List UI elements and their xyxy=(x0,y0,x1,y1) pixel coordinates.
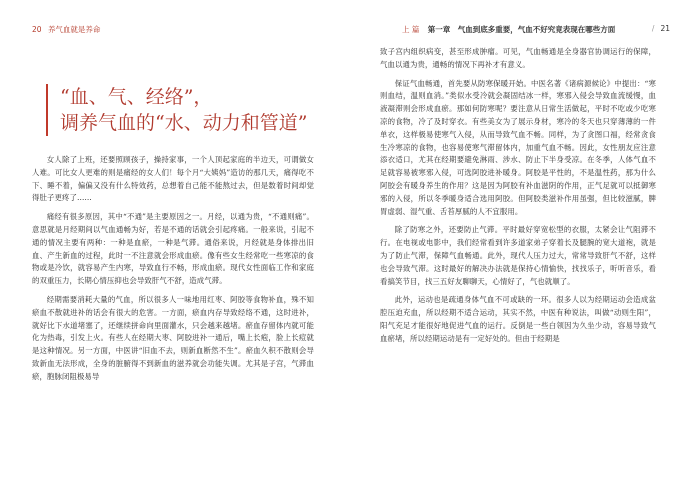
chapter-title-line-1: “血、气、经络”， xyxy=(60,86,213,108)
right-page xyxy=(350,0,700,484)
separator-slash: / xyxy=(651,24,655,33)
book-title: 养气血就是养命 xyxy=(47,25,101,34)
left-page-number: 20 xyxy=(32,25,42,34)
paragraph: 女人除了上班，还要照顾孩子，操持家事，一个人顶起家庭的半边天，可谓做女人难。可比女人更难的则是痛经的女人们！每个月“大姨妈”造访的那几天，痛得吃不下、睡不着，偏偏又没有什么特效药，总想着自己能不能熬过去，但是数着时间却觉得肚子更疼了…… xyxy=(32,155,314,203)
right-running-head xyxy=(402,24,670,35)
right-body-text xyxy=(380,46,656,346)
chapter-label: 第一章 气血到底多重要，气血不好究竟表现在哪些方面 xyxy=(427,25,616,34)
paragraph: 除了防寒之外，还要防止气滞。平时最好穿宽松型的衣服，太紧会让气阻滞不行。在电视或电影中，我们经常看到许多道家弟子穿着长及腿腕的宽大道袍，就是为了防止气滞，保障气血畅通。此外，现代人压力过大，常常导致肝气不舒，这样也会导致气滞。这时最好的解决办法就是保持心情愉快，找找乐子，听听音乐，看看搞笑节目，找三五好友聊聊天，心情好了，气也就顺了。 xyxy=(380,225,656,286)
paragraph: 经期需要消耗大量的气血，所以很多人一味地用红枣、阿胶等食物补血，殊不知瘀血不散就进补的话会有很大的危害。一方面，瘀血内存导致经络不通，这时进补，就好比下水道堵塞了，还继续拼命向里面灌水，只会越来越堵。瘀血存留体内就可能化为热毒，引发上火。有些人在经期大枣、阿胶进补一通后，嘴上长疱，脸上长痘就是这种情况。另一方面，中医讲“旧血不去，则新血断然不生”。瘀血久积不散则会导致新血无法形成，全身的脏腑得不到新血的滋养就会功能失调。尤其是子宫，气滞血瘀，胞脉闭阻极易导 xyxy=(32,294,314,381)
paragraph: 此外，运动也是疏通身体气血不可或缺的一环。很多人以为经期运动会造成盆腔压迫充血，所以经期不适合运动，其实不然，中医有种说法，叫做“动则生阳”，阳气充足才能很好地促进气血的运行。反倒是一些白领因为久坐少动，容易导致气血瘀堵，所以经期运动是有一定好处的。但由于经期是 xyxy=(380,295,656,343)
right-page-number: / 21 xyxy=(651,24,670,33)
left-running-head xyxy=(32,24,100,35)
chapter-title xyxy=(46,84,307,136)
left-body-text xyxy=(32,154,314,384)
paragraph: 保证气血畅通，首先要从防寒保暖开始。中医名著《诸病源候论》中提出：“寒则血结，温则血消。”类似水受冷就会凝固结冰一样，寒邪入侵会导致血流缓慢，血液凝滞则会形成血瘀。那如何防寒呢？要注意从日常生活做起，平时不吃或少吃寒凉的食物，冷了及时穿衣。有些美女为了展示身材，寒冷的冬天也只穿薄薄的一件单衣，这样极易使寒气入侵，从而导致气血不畅。同样，为了贪图口福，经常贪食生冷寒凉的食物，也容易使寒气滞留体内，加重气血不畅。因此，女性朋友应注意添衣适口，尤其在经期要避免淋雨、涉水、防止下半身受凉。在冬季，人体气血不足就容易被寒邪入侵，可选阿胶进补暖身。阿胶是平性的，不是温性药，那为什么阿胶会有暖身养生的作用？这是因为阿胶有补血滋阴的作用，正气足就可以抵御寒邪的入侵，所以冬季暖身适合选用阿胶。但阿胶类滋补作用虽强，但比较滋腻，脾胃虚弱、湿气重、舌苔厚腻的人不宜服用。 xyxy=(380,78,656,216)
paragraph: 痛经有很多原因，其中“不通”是主要原因之一。月经，以通为贵，“不通则痛”。意思就是月经期间以气血通畅为好，若是不通的话就会引起疼痛。一般来说，引起不通的情况主要有两种：一种是血瘀，一种是气滞。通俗来说，月经就是身体排出旧血、产生新血的过程，此时一不注意就会形成血瘀。像有些女生经常吃一些寒凉的食物或是冷饮，就容易产生内寒，导致血行不畅，形成血瘀。现代女性面临工作和家庭的双重压力，长期心情压抑也会导致肝气不舒，造成气滞。 xyxy=(32,212,314,286)
chapter-title-line-2: 调养气血的“水、动力和管道” xyxy=(60,112,308,134)
part-label: 上 篇 xyxy=(402,25,420,34)
paragraph: 致子宫内组织病变，甚至形成肿瘤。可见，气血畅通是全身器官协调运行的保障，气血以通为贵，通畅的情况下再补才有意义。 xyxy=(380,47,656,69)
